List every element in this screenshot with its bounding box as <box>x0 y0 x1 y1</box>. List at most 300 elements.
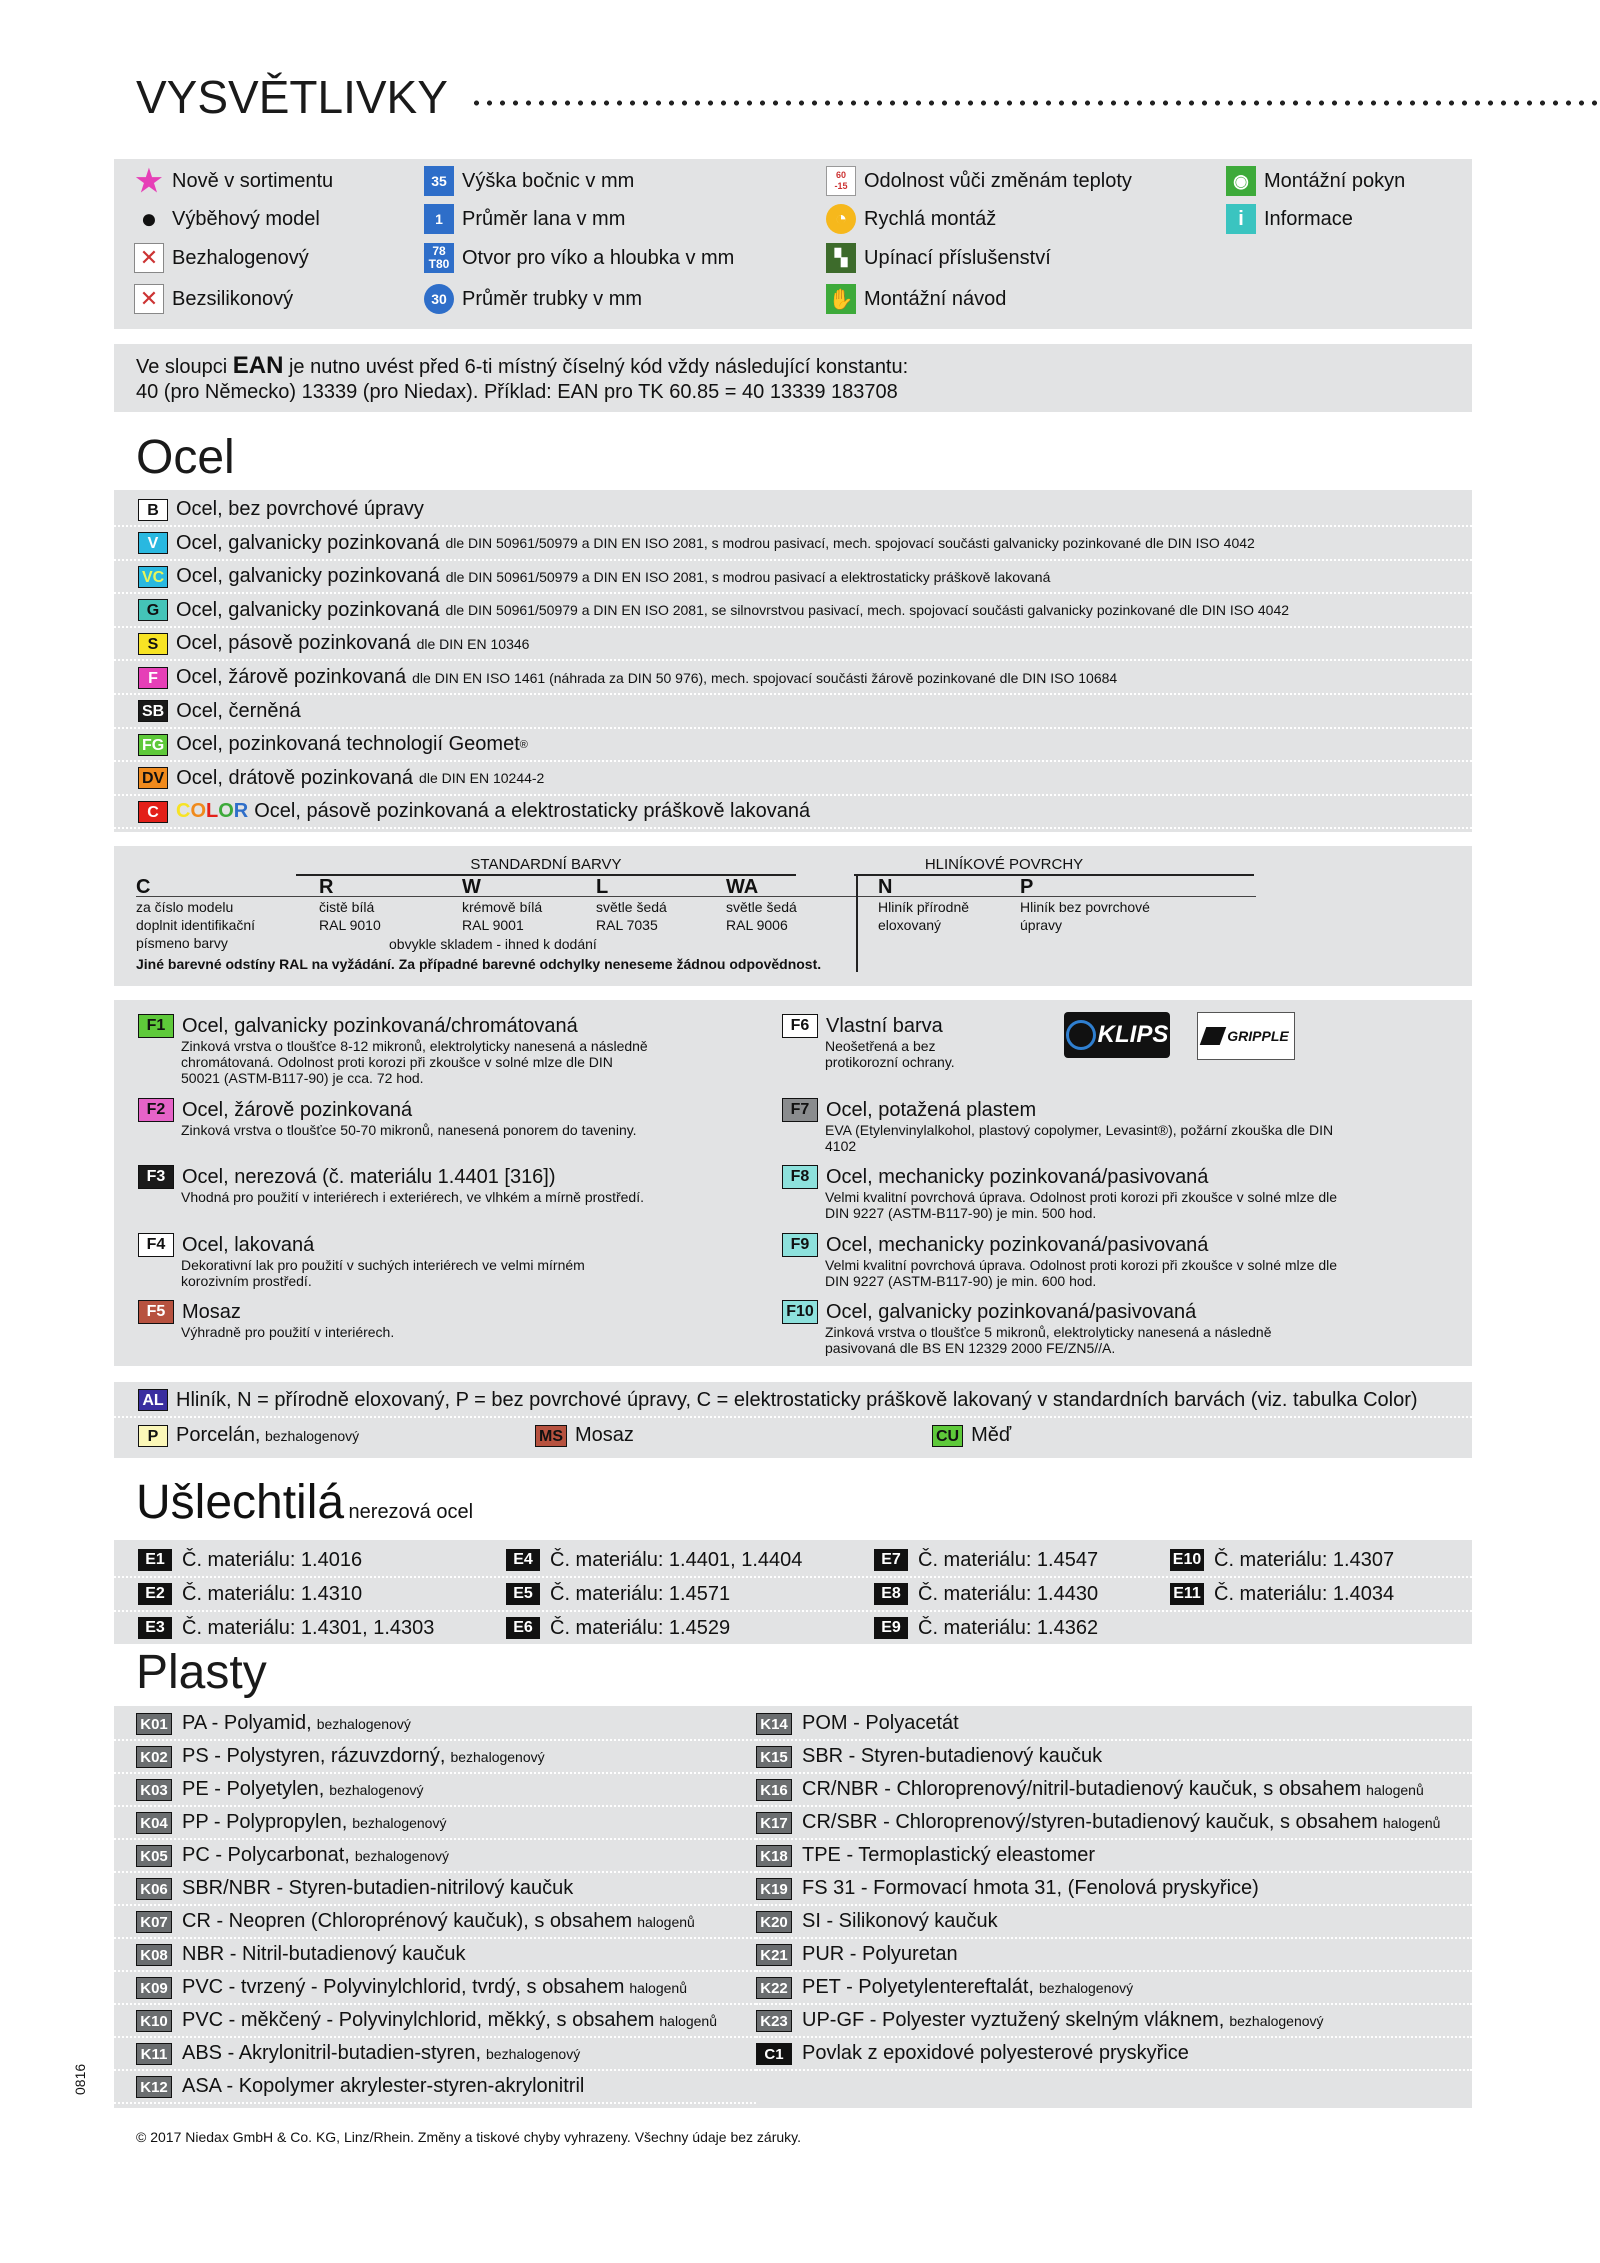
finish-code-badge: S <box>138 633 168 655</box>
plastic-item <box>114 1972 756 2005</box>
ocel-detail-text: dle DIN EN ISO 1461 (náhrada za DIN 50 976), mech. spojovací součásti žárově pozinkované dle DIN ISO 10684 <box>412 669 1118 686</box>
ean-line1-pre: Ve sloupci <box>136 356 233 378</box>
plastic-item <box>756 1741 1472 1774</box>
plastic-note: halogenů <box>1382 1814 1441 1831</box>
al-row <box>114 1384 1472 1418</box>
color-code: W <box>462 876 481 898</box>
gripple-logo-text: GRIPPLE <box>1227 1028 1289 1044</box>
fixing-accessory-icon: ▚ <box>826 243 856 273</box>
stainless-item <box>874 1578 1098 1610</box>
legend-item <box>826 243 1051 273</box>
legend-label: Bezhalogenový <box>172 246 309 269</box>
color-code: N <box>878 876 893 898</box>
registered-mark: ® <box>519 738 528 751</box>
stainless-text: Č. materiálu: 1.4310 <box>182 1582 363 1605</box>
finish-title: Vlastní barva <box>826 1014 943 1037</box>
legend-label: Rychlá montáž <box>864 207 997 230</box>
legend-item <box>826 284 1006 314</box>
legend-item <box>826 166 1132 196</box>
plasty-heading: Plasty <box>136 1646 267 1699</box>
plastic-note: bezhalogenový <box>329 1781 424 1798</box>
legend-label: Průměr trubky v mm <box>462 287 643 310</box>
ean-line1-post: je nutno uvést před 6-ti místný číselný kód vždy následující konstantu: <box>283 356 909 378</box>
plastic-text: TPE - Termoplastický eleastomer <box>802 1844 1096 1866</box>
stainless-badge: E9 <box>874 1617 908 1639</box>
color-desc: RAL 9010 <box>319 917 381 933</box>
legend-item <box>134 166 333 196</box>
stainless-item <box>506 1578 730 1610</box>
finish-desc: Výhradně pro použití v interiérech. <box>181 1324 395 1340</box>
finish-badge: F4 <box>138 1233 174 1257</box>
icon-label-2: -15 <box>834 181 848 191</box>
legend-panel <box>114 159 1472 329</box>
ocel-main-text: Ocel, pásově pozinkovaná <box>176 632 411 655</box>
plastic-note: bezhalogenový <box>354 1847 450 1864</box>
legend-item <box>134 284 293 314</box>
ocel-detail-text: dle DIN 50961/50979 a DIN EN ISO 2081, se silnovrstvou pasivací, mech. spojovací součásti galvanicky pozinkované dle DIN ISO 4042 <box>445 602 1290 619</box>
finish-desc: Velmi kvalitní povrchová úprava. Odolnost proti korozi při zkoušce v solné mlze dle DIN 9227 (ASTM-B117-90) je min. 600 hod. <box>825 1257 1338 1289</box>
color-desc: Hliník bez povrchové <box>1020 899 1150 915</box>
plastic-text: ABS - Akrylonitril-butadien-styren, <box>182 2042 482 2064</box>
page-title: VYSVĚTLIVKY <box>136 71 448 123</box>
legend-item <box>134 243 309 273</box>
legend-label: Výška bočnic v mm <box>462 169 635 192</box>
finish-title: Ocel, lakovaná <box>182 1233 315 1256</box>
side-height-icon <box>424 166 454 196</box>
al-badge: AL <box>138 1389 168 1411</box>
stainless-item <box>138 1612 434 1644</box>
ean-panel <box>114 344 1472 412</box>
finish-title: Mosaz <box>182 1300 241 1323</box>
ocel-row <box>114 494 1472 527</box>
plastic-text: FS 31 - Formovací hmota 31, (Fenolová pryskyřice) <box>802 1877 1259 1899</box>
stainless-badge: E7 <box>874 1549 908 1571</box>
porcelain-item <box>138 1424 359 1447</box>
finish-item <box>138 1233 651 1289</box>
dot-icon: ● <box>140 203 158 234</box>
legend-item <box>1226 204 1353 234</box>
plastic-item <box>114 2005 756 2038</box>
plastic-item <box>114 1741 756 1774</box>
ocel-detail-text: dle DIN 50961/50979 a DIN EN ISO 2081, s modrou pasivací a elektrostaticky práškově lakovaná <box>445 568 1051 585</box>
color-desc: úpravy <box>1020 917 1063 933</box>
plastic-note: halogenů <box>1366 1781 1424 1798</box>
plastic-item <box>756 1840 1472 1873</box>
icon-label-2: T80 <box>428 257 450 271</box>
plastic-text: CR - Neopren (Chloroprénový kaučuk), s obsahem <box>182 1910 633 1932</box>
finish-code-badge: VC <box>138 566 168 588</box>
color-desc: RAL 9001 <box>462 917 524 933</box>
legend-item <box>424 243 734 273</box>
plastic-badge: C1 <box>756 2043 792 2065</box>
color-word: COLOR <box>176 800 249 823</box>
alu-surfaces-header: HLINÍKOVÉ POVRCHY <box>924 856 1084 873</box>
plastic-badge: K02 <box>136 1746 172 1768</box>
plastic-badge: K01 <box>136 1713 172 1735</box>
plastic-badge: K04 <box>136 1812 172 1834</box>
finish-title: Ocel, nerezová (č. materiálu 1.4401 [316]) <box>182 1165 556 1188</box>
plastic-text: PC - Polycarbonat, <box>182 1844 350 1866</box>
plastic-text: ASA - Kopolymer akrylester-styren-akrylonitril <box>182 2075 585 2097</box>
plastic-item <box>114 1906 756 1939</box>
finish-badge: F3 <box>138 1165 174 1189</box>
ocel-row <box>114 528 1472 561</box>
finish-title: Ocel, galvanicky pozinkovaná/pasivovaná <box>826 1300 1197 1323</box>
plastic-badge: K08 <box>136 1944 172 1966</box>
legend-item <box>1226 166 1405 196</box>
ocel-row <box>114 696 1472 729</box>
plastic-note: bezhalogenový <box>316 1715 411 1732</box>
finish-code-badge: DV <box>138 767 168 789</box>
plastic-badge: K16 <box>756 1779 792 1801</box>
gripple-logo <box>1197 1012 1295 1060</box>
ean-bold: EAN <box>232 352 284 379</box>
stainless-text: Č. materiálu: 1.4034 <box>1214 1582 1395 1605</box>
plastic-badge: K10 <box>136 2010 172 2032</box>
plastic-note: bezhalogenový <box>352 1814 447 1831</box>
legend-label: Bezsilikonový <box>172 287 294 310</box>
stainless-text: Č. materiálu: 1.4301, 1.4303 <box>182 1616 435 1639</box>
color-desc: krémově bílá <box>462 899 543 915</box>
stainless-item <box>506 1612 730 1644</box>
icon-label: 35 <box>431 173 447 189</box>
plastic-item <box>114 1708 756 1741</box>
finish-item <box>782 1098 1345 1154</box>
plastic-text: CR/SBR - Chloroprenový/styren-butadienový kaučuk, s obsahem <box>802 1811 1378 1833</box>
legend-item <box>134 204 320 234</box>
plastic-item <box>756 2005 1472 2038</box>
new-star-icon: ★ <box>135 164 163 198</box>
plastic-badge: K09 <box>136 1977 172 1999</box>
ocel-row <box>114 595 1472 628</box>
finish-desc: Dekorativní lak pro použití v suchých interiérech ve velmi mírném korozivním prostředí. <box>181 1257 585 1289</box>
plastic-badge: K07 <box>136 1911 172 1933</box>
plastic-badge: K18 <box>756 1845 792 1867</box>
plastic-item <box>114 1873 756 1906</box>
finish-desc: Vhodná pro použití v interiérech i exteriérech, ve vlhkém a mírně prostředí. <box>181 1189 644 1205</box>
ocel-main-text: Ocel, bez povrchové úpravy <box>176 498 424 520</box>
color-code: C <box>136 876 151 898</box>
quick-mount-icon: ◔ <box>826 204 856 234</box>
plastic-badge: K12 <box>136 2076 172 2098</box>
finish-code-badge: SB <box>138 700 168 722</box>
ocel-row <box>114 662 1472 695</box>
plastic-badge: K22 <box>756 1977 792 1999</box>
stainless-heading-wrap <box>136 1475 473 1530</box>
plasty-panel <box>114 1706 1472 2108</box>
plastic-note: halogenů <box>637 1913 695 1930</box>
brass-item <box>535 1424 634 1447</box>
plastic-item <box>114 1774 756 1807</box>
finish-item <box>782 1014 995 1070</box>
finish-item <box>138 1098 651 1138</box>
plastic-text: NBR - Nitril-butadienový kaučuk <box>182 1943 466 1965</box>
plastic-item <box>756 1972 1472 2005</box>
footer-copyright: © 2017 Niedax GmbH & Co. KG, Linz/Rhein. Změny a tiskové chyby vyhrazeny. Všechny údaje bez záruky. <box>136 2129 801 2145</box>
finish-item <box>782 1233 1345 1289</box>
lid-opening-icon <box>424 243 454 273</box>
ocel-main-text: Ocel, galvanicky pozinkovaná <box>176 531 440 554</box>
copper-item <box>932 1424 1011 1447</box>
color-desc: světle šedá <box>596 899 667 915</box>
legend-label: Montážní návod <box>864 287 1007 310</box>
stainless-text: Č. materiálu: 1.4362 <box>918 1616 1099 1639</box>
plastic-item <box>756 1939 1472 1972</box>
finish-code-badge: B <box>138 499 168 521</box>
finish-code-badge: FG <box>138 734 168 756</box>
stainless-item <box>874 1544 1098 1576</box>
finish-badge: F9 <box>782 1233 818 1257</box>
color-desc: eloxovaný <box>878 917 942 933</box>
plastic-note: halogenů <box>629 1979 687 1996</box>
plastic-text: PP - Polypropylen, <box>182 1811 348 1833</box>
halogen-free-icon: ✕ <box>134 243 164 273</box>
stainless-text: Č. materiálu: 1.4016 <box>182 1548 363 1571</box>
plastic-text: SBR/NBR - Styren-butadien-nitrilový kaučuk <box>182 1877 574 1899</box>
color-desc: čistě bílá <box>319 899 375 915</box>
finish-desc: Zinková vrstva o tloušťce 5 mikronů, elektrolyticky nanesená a následně pasivovaná dle BS EN 12329 2000 FE/ZN5//A. <box>825 1324 1272 1356</box>
icon-label: 60 <box>835 170 846 180</box>
color-desc: světle šedá <box>726 899 797 915</box>
stainless-text: Č. materiálu: 1.4529 <box>550 1616 731 1639</box>
finish-item <box>782 1165 1345 1221</box>
legend-item <box>424 204 625 234</box>
ocel-row <box>114 561 1472 594</box>
stainless-badge: E1 <box>138 1549 172 1571</box>
color-code: L <box>596 876 609 898</box>
ocel-detail-text: dle DIN EN 10244-2 <box>419 770 545 787</box>
finish-item <box>138 1300 651 1340</box>
legend-item <box>424 166 634 196</box>
ocel-detail-text: dle DIN EN 10346 <box>416 635 530 652</box>
ocel-row <box>114 796 1472 829</box>
plastic-text: CR/NBR - Chloroprenový/nitril-butadienový kaučuk, s obsahem <box>802 1778 1362 1800</box>
icon-label: 78 <box>432 244 446 258</box>
finish-desc: Zinková vrstva o tloušťce 50-70 mikronů, nanesená ponorem do taveniny. <box>181 1122 637 1138</box>
stainless-badge: E2 <box>138 1583 172 1605</box>
ocel-main-text: Ocel, černěná <box>176 699 301 722</box>
ocel-row <box>114 628 1472 661</box>
p-small: bezhalogenový <box>264 1427 360 1444</box>
finish-badge: F1 <box>138 1014 174 1038</box>
al-text: Hliník, N = přírodně eloxovaný, P = bez povrchové úpravy, C = elektrostaticky práškově lakovaný v standardních barvách (viz. tabulka Color) <box>176 1388 1418 1411</box>
ean-line2: 40 (pro Německo) 13339 (pro Niedax). Příklad: EAN pro TK 60.85 = 40 13339 183708 <box>136 381 898 403</box>
temperature-icon <box>826 166 856 196</box>
mounting-instruction-icon: ✋ <box>826 284 856 314</box>
eye-icon: ◉ <box>1226 166 1256 196</box>
klips-logo-text: KLIPS <box>1097 1021 1169 1048</box>
color-code: R <box>319 876 334 898</box>
plastic-item <box>756 1906 1472 1939</box>
stainless-item <box>506 1544 802 1576</box>
plastic-badge: K05 <box>136 1845 172 1867</box>
plastic-badge: K21 <box>756 1944 792 1966</box>
stainless-badge: E10 <box>1170 1549 1204 1571</box>
legend-label: Nově v sortimentu <box>172 169 334 192</box>
color-note: Jiné barevné odstíny RAL na vyžádání. Za případné barevné odchylky neneseme žádnou odpovědnost. <box>136 956 822 972</box>
ocel-heading: Ocel <box>136 431 235 484</box>
finish-title: Ocel, mechanicky pozinkovaná/pasivovaná <box>826 1165 1209 1188</box>
finish-desc: Zinková vrstva o tloušťce 8-12 mikronů, elektrolyticky nanesená a následně chromátovaná. Odolnost proti korozi při zkoušce v solné mlze dle DIN 50021 (ASTM-B117-90) je cca. 72 hod. <box>181 1038 648 1086</box>
color-desc: Hliník přírodně <box>878 899 970 915</box>
finish-item <box>782 1300 1345 1356</box>
plastic-badge: K19 <box>756 1878 792 1900</box>
stainless-item <box>138 1544 362 1576</box>
ocel-main-text: Ocel, drátově pozinkovaná <box>176 766 414 789</box>
ocel-main-text: Ocel, galvanicky pozinkovaná <box>176 565 440 588</box>
stainless-badge: E3 <box>138 1617 172 1639</box>
color-desc: písmeno barvy <box>136 935 228 951</box>
plastic-text: SI - Silikonový kaučuk <box>802 1910 998 1932</box>
finishes-panel <box>114 1000 1472 1366</box>
icon-label: 1 <box>435 211 443 227</box>
legend-label: Výběhový model <box>172 207 320 230</box>
legend-label: Průměr lana v mm <box>462 207 626 230</box>
plastic-badge: K03 <box>136 1779 172 1801</box>
plastic-text: UP-GF - Polyester vyztužený skelným vláknem, <box>802 2009 1225 2031</box>
stainless-badge: E6 <box>506 1617 540 1639</box>
tube-diameter-icon <box>424 284 454 314</box>
plastic-note: bezhalogenový <box>1038 1979 1134 1996</box>
plastic-badge: K20 <box>756 1911 792 1933</box>
klips-logo <box>1064 1012 1170 1058</box>
plastic-text: PUR - Polyuretan <box>802 1943 958 1965</box>
finish-item <box>138 1014 651 1086</box>
plastic-item <box>756 1708 1472 1741</box>
ocel-detail-text: dle DIN 50961/50979 a DIN EN ISO 2081, s modrou pasivací, mech. spojovací součásti galvanicky pozinkované dle DIN ISO 4042 <box>445 535 1255 552</box>
plastic-badge: K23 <box>756 2010 792 2032</box>
finish-code-badge: F <box>138 667 168 689</box>
silicone-free-icon: ✕ <box>134 284 164 314</box>
ocel-row <box>114 763 1472 796</box>
plastic-item <box>114 1840 756 1873</box>
stainless-text: Č. materiálu: 1.4547 <box>918 1548 1099 1571</box>
plastic-text: PS - Polystyren, rázuvzdorný, <box>182 1745 446 1767</box>
ocel-panel <box>114 490 1472 832</box>
stainless-heading: Ušlechtilá <box>136 1476 345 1529</box>
plastic-text: POM - Polyacetát <box>802 1712 959 1734</box>
legend-label: Upínací příslušenství <box>864 246 1051 269</box>
plastic-text: PET - Polyetylentereftalát, <box>802 1976 1034 1998</box>
cu-badge: CU <box>932 1425 963 1447</box>
stainless-badge: E5 <box>506 1583 540 1605</box>
plastic-text: SBR - Styren-butadienový kaučuk <box>802 1745 1103 1767</box>
finish-badge: F2 <box>138 1098 174 1122</box>
stainless-sub: nerezová ocel <box>348 1501 474 1523</box>
finish-code-badge: C <box>138 801 168 823</box>
al-panel <box>114 1382 1472 1458</box>
plastic-item <box>756 1873 1472 1906</box>
finish-item <box>138 1165 651 1205</box>
side-code: 0816 <box>72 2063 88 2095</box>
stainless-item <box>874 1612 1098 1644</box>
legend-label: Montážní pokyn <box>1264 169 1406 192</box>
plastic-item <box>114 1807 756 1840</box>
stainless-text: Č. materiálu: 1.4401, 1.4404 <box>550 1548 803 1571</box>
finish-title: Ocel, potažená plastem <box>826 1098 1037 1121</box>
ocel-main-text: Ocel, žárově pozinkovaná <box>176 666 407 688</box>
plastic-item <box>114 2038 756 2071</box>
legend-label: Odolnost vůči změnám teploty <box>864 169 1132 192</box>
cu-text: Měď <box>971 1424 1012 1446</box>
legend-label: Informace <box>1264 207 1353 230</box>
plastic-note: bezhalogenový <box>486 2045 581 2062</box>
plastic-note: bezhalogenový <box>450 1748 545 1765</box>
plastic-text: PVC - tvrzený - Polyvinylchlorid, tvrdý, s obsahem <box>182 1976 625 1998</box>
finish-desc: Velmi kvalitní povrchová úprava. Odolnost proti korozi při zkoušce v solné mlze dle DIN 9227 (ASTM-B117-90) je min. 500 hod. <box>825 1189 1338 1221</box>
plastic-item <box>756 1807 1472 1840</box>
ocel-main-text: Ocel, galvanicky pozinkovaná <box>176 598 440 621</box>
stainless-item <box>1170 1544 1394 1576</box>
standard-colors-header: STANDARDNÍ BARVY <box>470 856 622 873</box>
color-desc: doplnit identifikační <box>136 917 256 933</box>
finish-title: Ocel, mechanicky pozinkovaná/pasivovaná <box>826 1233 1209 1256</box>
ms-badge: MS <box>535 1425 567 1447</box>
legend-item <box>826 204 996 234</box>
finish-desc: Neošetřená a bez protikorozní ochrany. <box>825 1038 955 1070</box>
stainless-item <box>138 1578 362 1610</box>
p-badge: P <box>138 1425 168 1447</box>
legend-item <box>424 284 642 314</box>
color-table-panel <box>114 846 1472 986</box>
stainless-panel <box>114 1540 1472 1644</box>
color-desc: RAL 9006 <box>726 917 788 933</box>
p-text: Porcelán, <box>176 1424 261 1446</box>
plastic-badge: K14 <box>756 1713 792 1735</box>
legend-label: Otvor pro víko a hloubka v mm <box>462 246 735 269</box>
stainless-text: Č. materiálu: 1.4571 <box>550 1582 731 1605</box>
finish-code-badge: G <box>138 599 168 621</box>
finish-badge: F10 <box>782 1300 818 1324</box>
plastic-item <box>114 2071 756 2104</box>
rope-diameter-icon <box>424 204 454 234</box>
stock-note: obvykle skladem - ihned k dodání <box>389 936 597 952</box>
stainless-badge: E8 <box>874 1583 908 1605</box>
finish-code-badge: V <box>138 532 168 554</box>
plastic-note: bezhalogenový <box>1229 2012 1324 2029</box>
plastic-text: PVC - měkčený - Polyvinylchlorid, měkký, s obsahem <box>182 2009 655 2031</box>
plastic-badge: K15 <box>756 1746 792 1768</box>
plastic-text: PA - Polyamid, <box>182 1712 312 1734</box>
finish-badge: F7 <box>782 1098 818 1122</box>
finish-desc: EVA (Etylenvinylalkohol, plastový copolymer, Levasint®), požární zkouška dle DIN 4102 <box>825 1122 1334 1154</box>
plastic-item <box>756 1774 1472 1807</box>
icon-label: 30 <box>431 291 447 307</box>
ocel-main-text: Ocel, pásově pozinkovaná a elektrostaticky práškově lakovaná <box>254 800 811 823</box>
info-icon: i <box>1226 204 1256 234</box>
color-desc: za číslo modelu <box>136 899 234 915</box>
plastic-badge: K17 <box>756 1812 792 1834</box>
stainless-item <box>1170 1578 1394 1610</box>
color-desc: RAL 7035 <box>596 917 658 933</box>
title-dotted-leader <box>470 100 1600 114</box>
ocel-main-text: Ocel, pozinkovaná technologií Geomet <box>176 733 520 756</box>
ocel-row <box>114 729 1472 762</box>
finish-badge: F8 <box>782 1165 818 1189</box>
color-code: WA <box>726 876 759 898</box>
finish-badge: F5 <box>138 1300 174 1324</box>
plastic-badge: K06 <box>136 1878 172 1900</box>
ms-text: Mosaz <box>575 1424 634 1446</box>
stainless-badge: E4 <box>506 1549 540 1571</box>
finish-title: Ocel, galvanicky pozinkovaná/chromátovaná <box>182 1014 578 1037</box>
finish-badge: F6 <box>782 1014 818 1038</box>
plastic-text: Povlak z epoxidové polyesterové pryskyřice <box>802 2042 1189 2064</box>
color-code: P <box>1020 876 1034 898</box>
stainless-badge: E11 <box>1170 1583 1204 1605</box>
plastic-item <box>114 1939 756 1972</box>
plastic-note: halogenů <box>659 2012 717 2029</box>
